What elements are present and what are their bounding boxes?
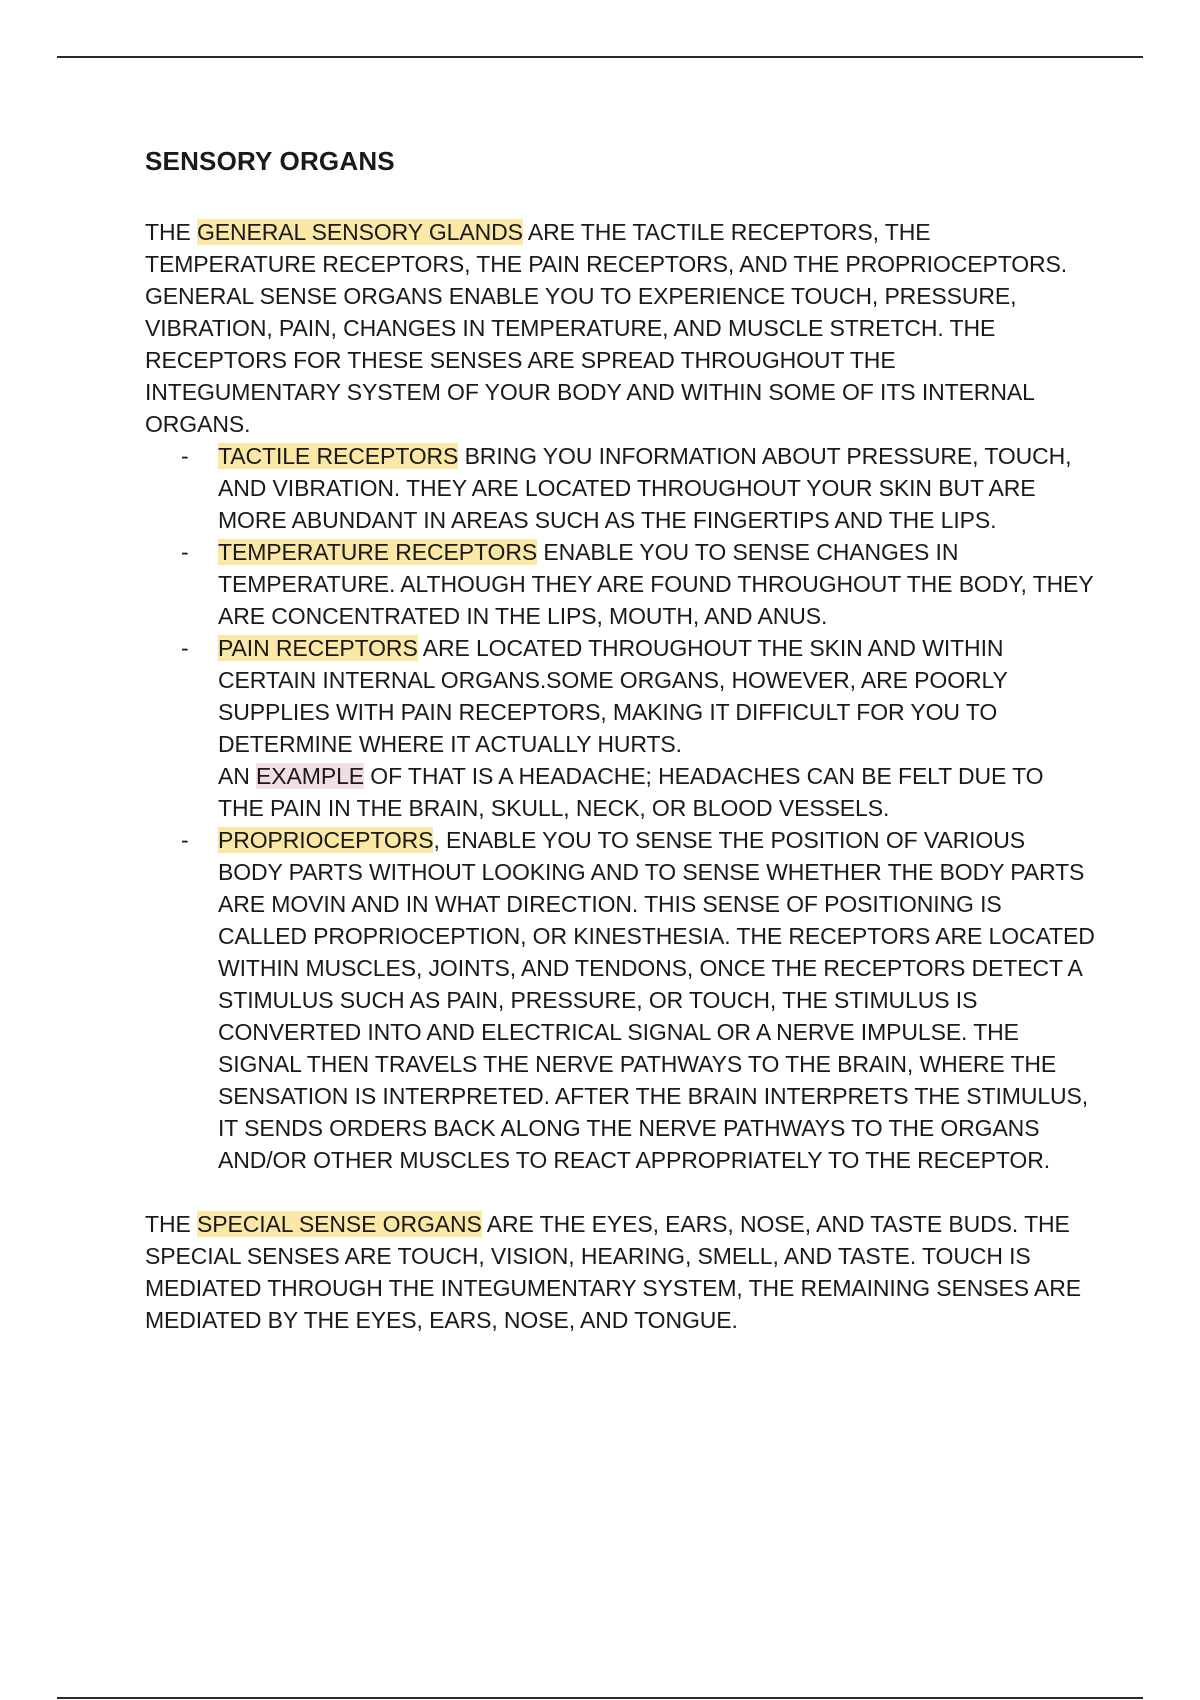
proprioceptors-highlight: PROPRIOCEPTORS <box>218 827 434 853</box>
list-item-proprioceptors <box>145 824 1095 1176</box>
bullet-dash: - <box>181 827 189 853</box>
general-pre: THE <box>145 219 197 245</box>
proprioceptors-text: , ENABLE YOU TO SENSE THE POSITION OF VARIOUS BODY PARTS WITHOUT LOOKING AND TO SENSE WHETHER THE BODY PARTS ARE MOVIN AND IN WHAT DIRECTION. THIS SENSE OF POSITIONING IS CALLED PROPRIOCEPTION, OR KINESTHESIA. THE RECEPTORS ARE LOCATED WITHIN MUSCLES, JOINTS, AND TENDONS, ONCE THE RECEPTORS DETECT A STIMULUS SUCH AS PAIN, PRESSURE, OR TOUCH, THE STIMULUS IS CONVERTED INTO AND ELECTRICAL SIGNAL OR A NERVE IMPULSE. THE SIGNAL THEN TRAVELS THE NERVE PATHWAYS TO THE BRAIN, WHERE THE SENSATION IS INTERPRETED. AFTER THE BRAIN INTERPRETS THE STIMULUS, IT SENDS ORDERS BACK ALONG THE NERVE PATHWAYS TO THE ORGANS AND/OR OTHER MUSCLES TO REACT APPROPRIATELY TO THE RECEPTOR. <box>218 827 1095 1173</box>
special-senses-paragraph <box>145 1208 1095 1336</box>
special-senses-highlight: SPECIAL SENSE ORGANS <box>197 1211 482 1237</box>
temperature-text: ENABLE YOU TO SENSE CHANGES IN TEMPERATURE. ALTHOUGH THEY ARE FOUND THROUGHOUT THE BODY, THEY ARE CONCENTRATED IN THE LIPS, MOUTH, AND ANUS. <box>218 539 1094 629</box>
list-item-temperature <box>145 536 1095 632</box>
document-body <box>145 145 1095 1336</box>
example-pre: AN <box>218 763 257 789</box>
temperature-highlight: TEMPERATURE RECEPTORS <box>218 539 538 565</box>
list-item-tactile <box>145 440 1095 536</box>
example-highlight: EXAMPLE <box>256 763 365 789</box>
receptor-list <box>145 440 1095 1176</box>
general-senses-text: ARE THE TACTILE RECEPTORS, THE TEMPERATURE RECEPTORS, THE PAIN RECEPTORS, AND THE PROPRIOCEPTORS. GENERAL SENSE ORGANS ENABLE YOU TO EXPERIENCE TOUCH, PRESSURE, VIBRATION, PAIN, CHANGES IN TEMPERATURE, AND MUSCLE STRETCH. THE RECEPTORS FOR THESE SENSES ARE SPREAD THROUGHOUT THE INTEGUMENTARY SYSTEM OF YOUR BODY AND WITHIN SOME OF ITS INTERNAL ORGANS. <box>145 219 1068 437</box>
general-senses-highlight: GENERAL SENSORY GLANDS <box>197 219 523 245</box>
tactile-highlight: TACTILE RECEPTORS <box>218 443 459 469</box>
example-text: OF THAT IS A HEADACHE; HEADACHES CAN BE FELT DUE TO THE PAIN IN THE BRAIN, SKULL, NECK, OR BLOOD VESSELS. <box>218 763 1044 821</box>
tactile-text: BRING YOU INFORMATION ABOUT PRESSURE, TOUCH, AND VIBRATION. THEY ARE LOCATED THROUGHOUT YOUR SKIN BUT ARE MORE ABUNDANT IN AREAS SUCH AS THE FINGERTIPS AND THE LIPS. <box>218 443 1072 533</box>
bullet-dash: - <box>181 539 189 565</box>
header-rule <box>57 56 1143 58</box>
pain-example <box>218 760 1095 824</box>
special-pre: THE <box>145 1211 197 1237</box>
footer-rule <box>57 1697 1143 1699</box>
page-title: SENSORY ORGANS <box>145 146 395 176</box>
pain-highlight: PAIN RECEPTORS <box>218 635 418 661</box>
special-senses-text: ARE THE EYES, EARS, NOSE, AND TASTE BUDS. THE SPECIAL SENSES ARE TOUCH, VISION, HEARING, SMELL, AND TASTE. TOUCH IS MEDIATED THROUGH THE INTEGUMENTARY SYSTEM, THE REMAINING SENSES ARE MEDIATED BY THE EYES, EARS, NOSE, AND TONGUE. <box>145 1211 1082 1333</box>
list-item-pain <box>145 632 1095 824</box>
pain-text: ARE LOCATED THROUGHOUT THE SKIN AND WITHIN CERTAIN INTERNAL ORGANS.SOME ORGANS, HOWEVER, ARE POORLY SUPPLIES WITH PAIN RECEPTORS, MAKING IT DIFFICULT FOR YOU TO DETERMINE WHERE IT ACTUALLY HURTS. <box>218 635 1008 757</box>
bullet-dash: - <box>181 635 189 661</box>
bullet-dash: - <box>181 443 189 469</box>
general-senses-paragraph <box>145 216 1095 440</box>
